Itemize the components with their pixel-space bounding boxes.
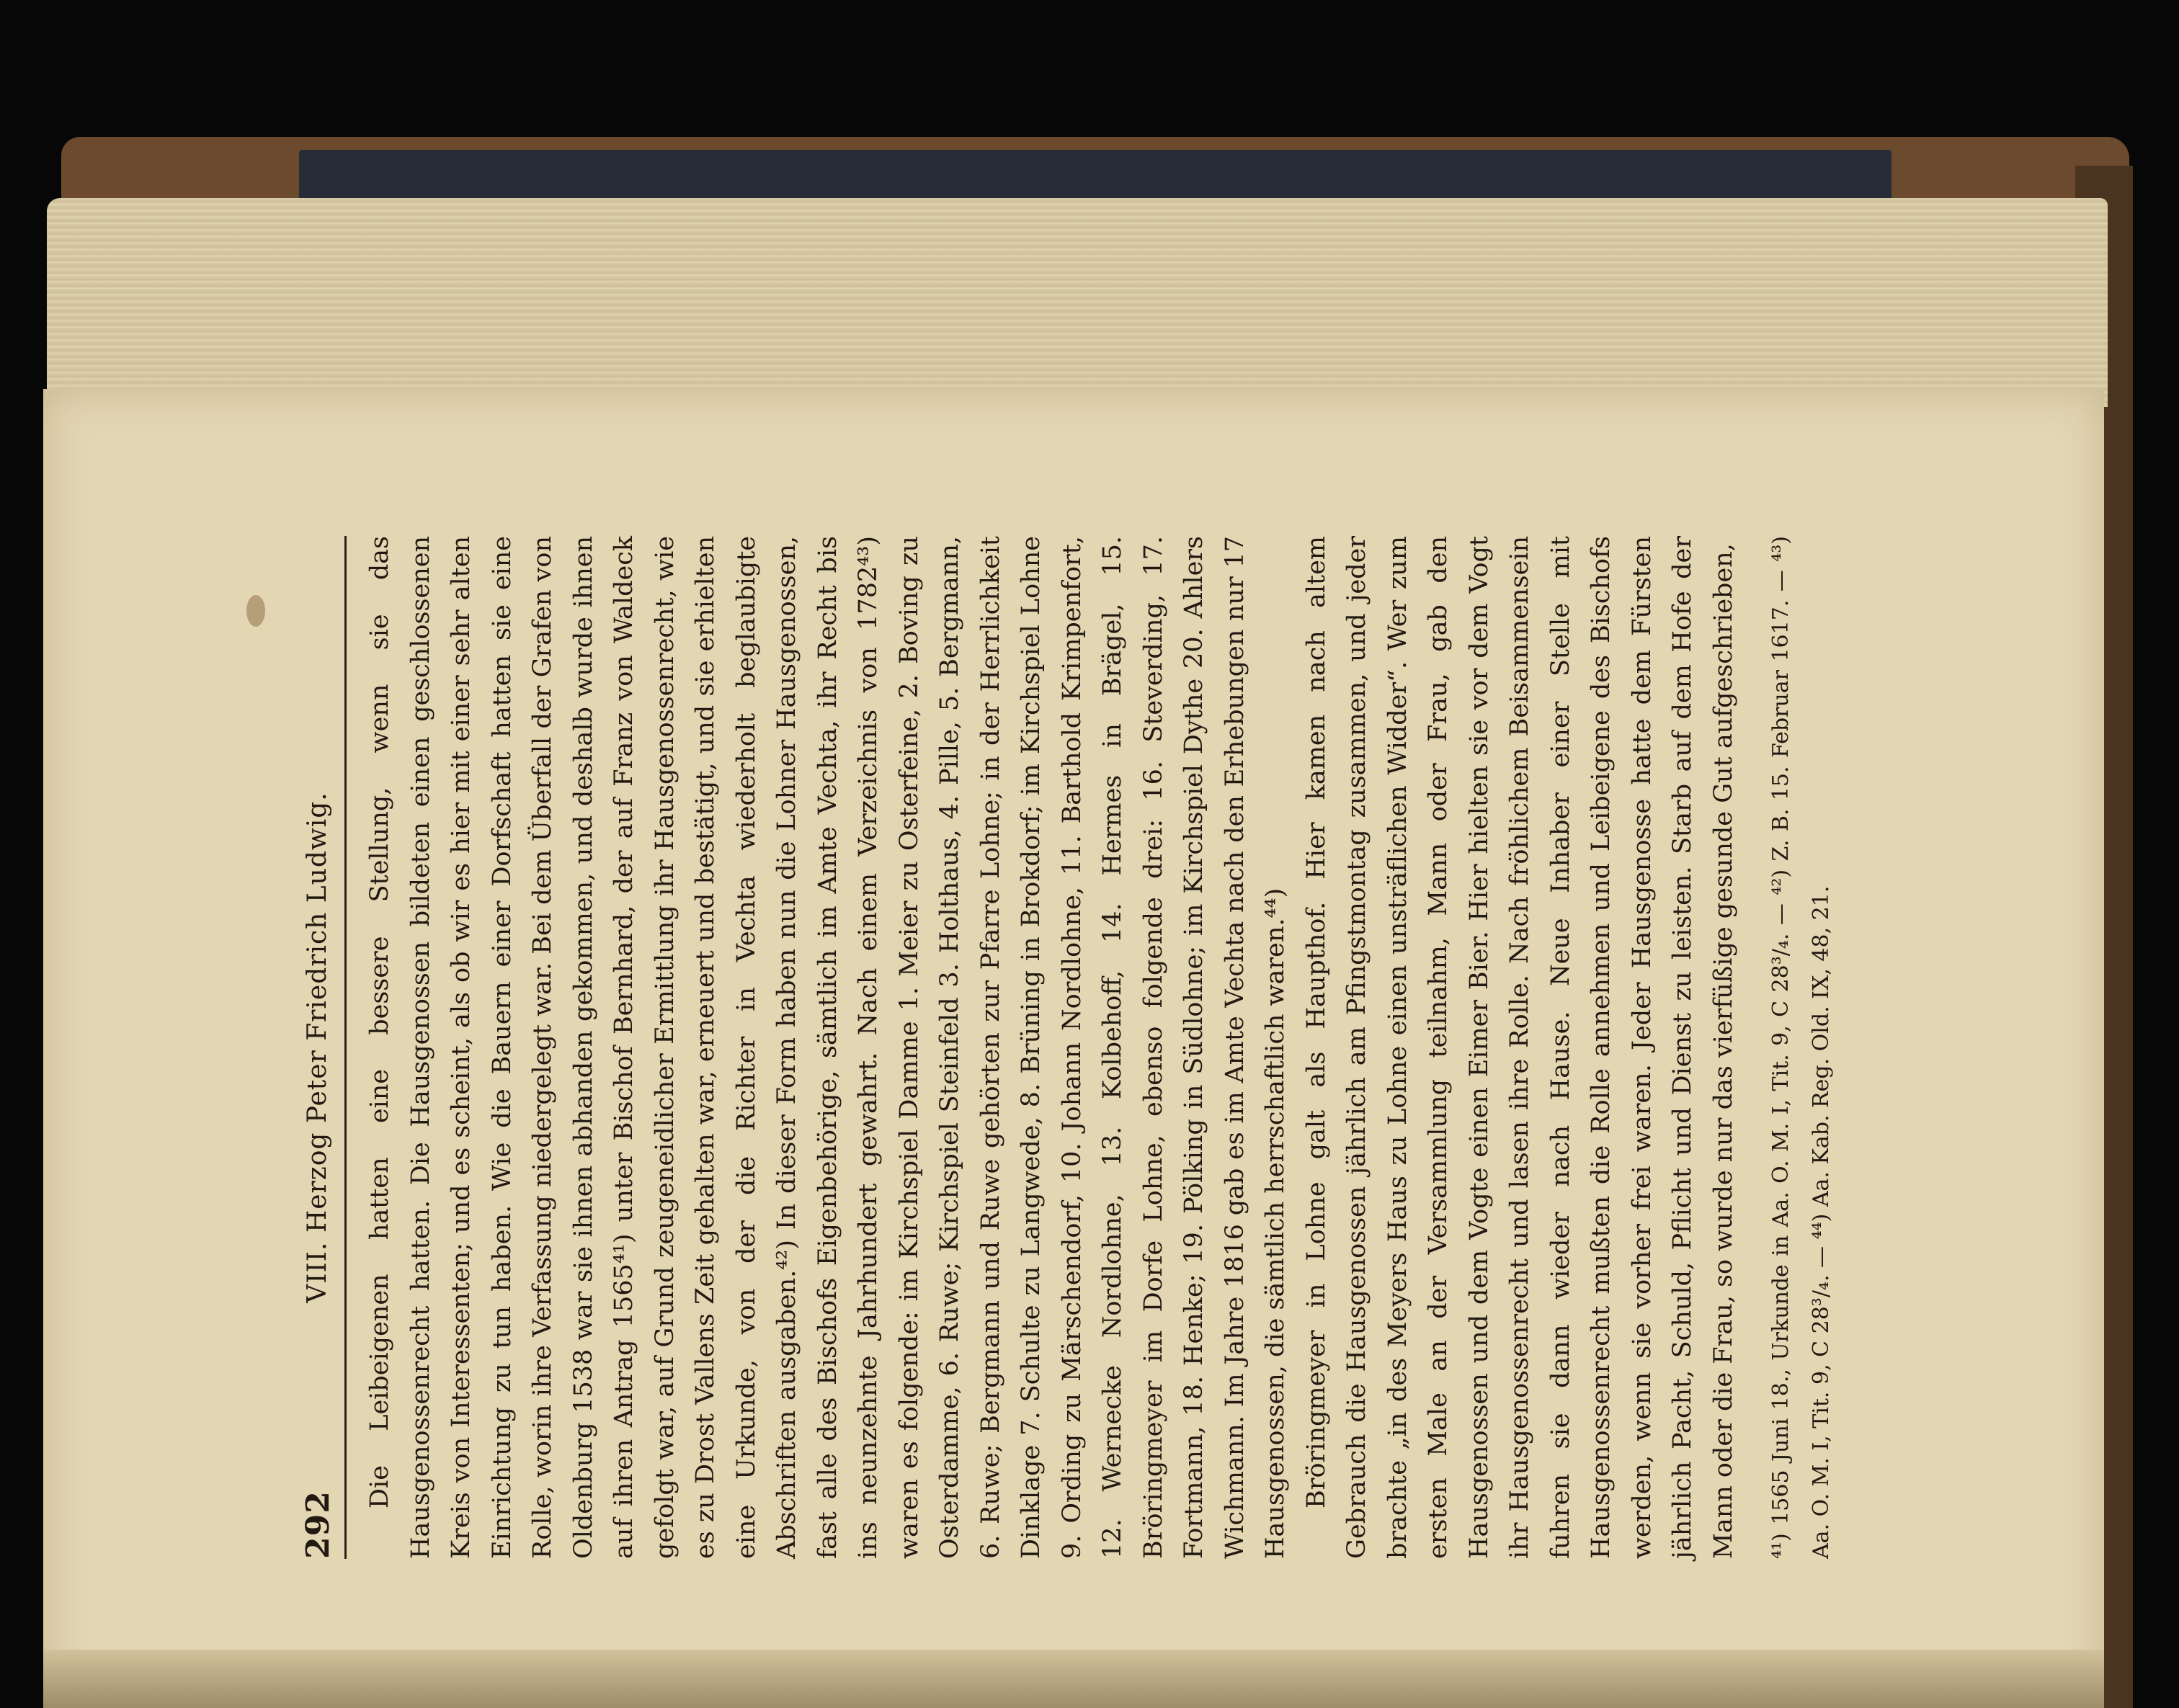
- page-gutter-shadow: [43, 1650, 2104, 1708]
- page-text-block: [298, 536, 1963, 1559]
- paragraph-1: Die Leibeigenen hatten eine bessere Stellung, wenn sie das Hausgenossenrecht hatten. Die Hausgenossen bildeten einen geschlossenen Kreis von Interessenten; und es scheint, als ob wir es hier mit einer sehr alten Einrichtung zu tun haben. Wie die Bauern einer Dorfschaft hatten sie eine Rolle, worin ihre Verfassung niedergelegt war. Bei dem Überfall der Grafen von Oldenburg 1538 war sie ihnen abhanden gekommen, und deshalb wurde ihnen auf ihren Antrag 1565⁴¹) unter Bischof Bernhard, der auf Franz von Waldeck gefolgt war, auf Grund zeugeneidlicher Ermittlung ihr Hausgenossenrecht, wie es zu Drost Vallens Zeit gehalten war, erneuert und bestätigt, und sie erhielten eine Urkunde, von der die Richter in Vechta wiederholt beglaubigte Abschriften ausgaben.⁴²) In dieser Form haben nun die Lohner Hausgenossen, fast alle des Bischofs Eigenbehörige, sämtlich im Amte Vechta, ihr Recht bis ins neunzehnte Jahrhundert gewahrt. Nach einem Verzeichnis von 1782⁴³) waren es folgende: im Kirchspiel Damme 1. Meier zu Osterfeine, 2. Boving zu Osterdamme, 6. Ruwe; Kirchspiel Steinfeld 3. Holthaus, 4. Pille, 5. Bergmann, 6. Ruwe; Bergmann und Ruwe gehörten zur Pfarre Lohne; in der Herrlichkeit Dinklage 7. Schulte zu Langwede, 8. Brüning in Brokdorf; im Kirchspiel Lohne 9. Ording zu Märschendorf, 10. Johann Nordlohne, 11. Barthold Krimpenfort, 12. Wernecke Nordlohne, 13. Kolbehoff, 14. Hermes in Brägel, 15. Bröringmeyer im Dorfe Lohne, ebenso folgende drei: 16. Steverding, 17. Fortmann, 18. Henke; 19. Pölking in Südlohne; im Kirchspiel Dythe 20. Ahlers Wichmann. Im Jahre 1816 gab es im Amte Vechta nach den Erhebungen nur 17 Hausgenossen, die sämtlich herrschaftlich waren.⁴⁴): [365, 536, 1290, 1559]
- chapter-title: VIII. Herzog Peter Friedrich Ludwig.: [303, 792, 332, 1303]
- page-fore-edge: [47, 198, 2108, 407]
- footnotes: ⁴¹) 1565 Juni 18., Urkunde in Aa. O. M. I, Tit. 9, C 28³/₄. — ⁴²) Z. B. 15. Februar 1617. — ⁴³) Aa. O. M. I, Tit. 9, C 28³/₄. — ⁴⁴) Aa. Kab. Reg. Old. IX, 48, 21.: [1768, 536, 1834, 1559]
- page-stain: [246, 595, 265, 627]
- running-head: [298, 536, 347, 1559]
- page-number: 292: [300, 1490, 337, 1559]
- paragraph-2: Bröringmeyer in Lohne galt als Haupthof. Hier kamen nach altem Gebrauch die Hausgenossen jährlich am Pfingstmontag zusammen, und jeder brachte „in des Meyers Haus zu Lohne einen unsträflichen Widder“. Wer zum ersten Male an der Versammlung teilnahm, Mann oder Frau, gab den Hausgenossen und dem Vogte einen Eimer Bier. Hier hielten sie vor dem Vogt ihr Hausgenossenrecht und lasen ihre Rolle. Nach fröhlichem Beisammensein fuhren sie dann wieder nach Hause. Neue Inhaber einer Stelle mit Hausgenossenrecht mußten die Rolle annehmen und Leibeigene des Bischofs werden, wenn sie vorher frei waren. Jeder Hausgenosse hatte dem Fürsten jährlich Pacht, Schuld, Pflicht und Dienst zu leisten. Starb auf dem Hofe der Mann oder die Frau, so wurde nur das vierfüßige gesunde Gut aufgeschrieben,: [1301, 536, 1738, 1559]
